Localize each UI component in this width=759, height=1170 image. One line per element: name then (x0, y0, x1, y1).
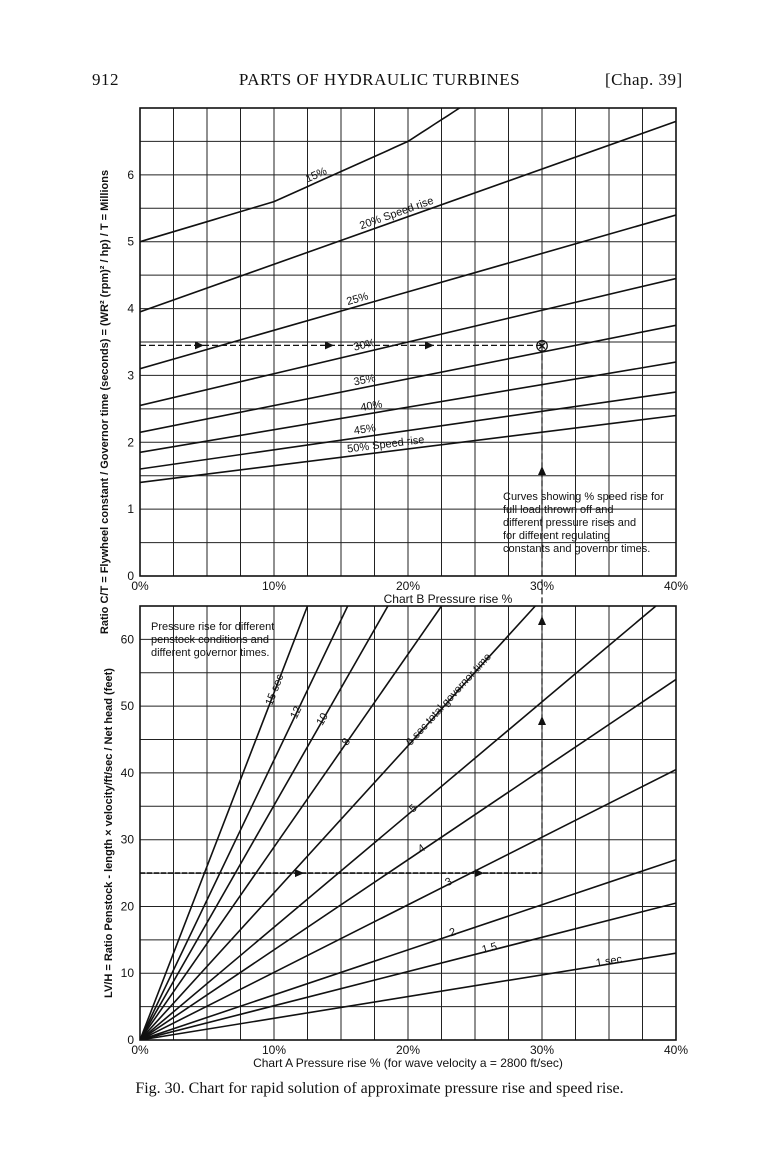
chart-a-series-line (140, 606, 308, 1040)
chart-a-series-label: 12 (288, 704, 305, 721)
chart-a-series-label: 6 sec total governor time (403, 651, 494, 749)
chart-a-series-label: 8 (339, 736, 354, 748)
chart-a-series-label: 15 sec (263, 672, 287, 708)
chart-b-x-tick-label: 40% (663, 579, 689, 593)
chart-a (103, 606, 688, 1070)
chart-a-labels (103, 632, 688, 1070)
chart-a-x-tick-label: 10% (261, 1043, 287, 1057)
chart-b-y-tick-label: 4 (127, 301, 134, 316)
chart-b-series-label: 40% (359, 398, 384, 415)
running-title: PARTS OF HYDRAULIC TURBINES (238, 70, 521, 89)
chart-a-series-label: 1 sec (595, 953, 623, 970)
arrow-head (475, 869, 484, 877)
chart-b-y-tick-label: 3 (127, 368, 134, 383)
chart-b-y-tick-label: 2 (127, 435, 134, 450)
chart-b-series-label: 30% (352, 336, 377, 354)
chart-b-series-label: 20% Speed rise (358, 194, 436, 233)
chart-a-x-tick-label: 20% (395, 1043, 421, 1057)
chart-b-y-tick-label: 6 (127, 167, 134, 182)
chart-b-y-tick-label: 0 (127, 569, 134, 583)
chart-b-x-tick-label: 0% (131, 579, 149, 593)
chart-a-series-line (140, 606, 348, 1040)
chart-a-x-tick-label: 30% (529, 1043, 555, 1057)
chart-b-series-label: 50% Speed rise (346, 433, 426, 456)
chart-a-x-tick-label: 40% (663, 1043, 689, 1057)
arrow-head (325, 341, 334, 349)
chapter-label: [Chap. 39] (605, 70, 683, 89)
chart-a-series-label: 2 (447, 926, 458, 940)
chart-b-note: Curves showing % speed rise for full load thrown off and different pressure rises and for different regulating constants and governor times. (503, 491, 664, 555)
arrow-head (295, 869, 304, 877)
arrow-head (195, 341, 204, 349)
chart-b-y-tick-label: 1 (127, 502, 134, 517)
chart-a-y-tick-label: 0 (127, 1033, 134, 1047)
chart-b-series-label: 45% (353, 422, 377, 438)
chart-a-series-label: 10 (314, 711, 331, 728)
chart-a-x-tick-label: 0% (131, 1043, 149, 1057)
chart-b-y-axis-label: Ratio C/T = Flywheel constant / Governor time (seconds) = (WR² (rpm)² / hp) / T = Millions (99, 169, 111, 635)
chart-b-labels (99, 165, 688, 634)
chart-b-x-tick-label: 30% (529, 579, 555, 593)
chart-a-y-tick-label: 40 (120, 765, 134, 780)
chart-a-y-tick-label: 20 (120, 899, 134, 914)
chart-b-series-label: 35% (352, 372, 377, 389)
chart-b-y-tick-label: 5 (127, 234, 134, 249)
chart-a-y-tick-label: 30 (120, 832, 134, 847)
chart-a-x-axis-label: Chart A Pressure rise % (for wave velocity a = 2800 ft/sec) (253, 1056, 563, 1070)
chart-b-series-label: 25% (345, 290, 370, 309)
page-number: 912 (92, 70, 119, 89)
chart-a-series-label: 4 (415, 842, 428, 856)
chart-b-x-tick-label: 20% (395, 579, 421, 593)
arrow-head (425, 341, 434, 349)
chart-a-series-label: 1.5 (480, 940, 499, 957)
arrow-head (538, 466, 546, 475)
arrow-head (538, 616, 546, 625)
chart-a-y-tick-label: 10 (120, 966, 134, 981)
chart-a-y-tick-label: 60 (120, 632, 134, 647)
chart-a-y-tick-label: 50 (120, 699, 134, 714)
chart-b-x-axis-label: Chart B Pressure rise % (383, 592, 513, 606)
chart-a-series-label: 3 (443, 875, 455, 890)
chart-a-note: Pressure rise for different penstock conditions and different governor times. (151, 621, 275, 659)
chart-b-x-tick-label: 10% (261, 579, 287, 593)
arrow-head (538, 716, 546, 725)
example-marker: ⊗ (534, 335, 550, 356)
chart-a-series-line (140, 606, 388, 1040)
chart-a-series-label: 5 (407, 802, 420, 816)
chart-b-series-label: 15% (303, 165, 329, 186)
figure-caption: Fig. 30. Chart for rapid solution of approximate pressure rise and speed rise. (135, 1080, 624, 1097)
chart-a-y-axis-label: LV/H = Ratio Penstock - length × velocity/ft/sec / Net head (feet) (103, 668, 115, 998)
chart-a-grid (140, 606, 676, 1040)
